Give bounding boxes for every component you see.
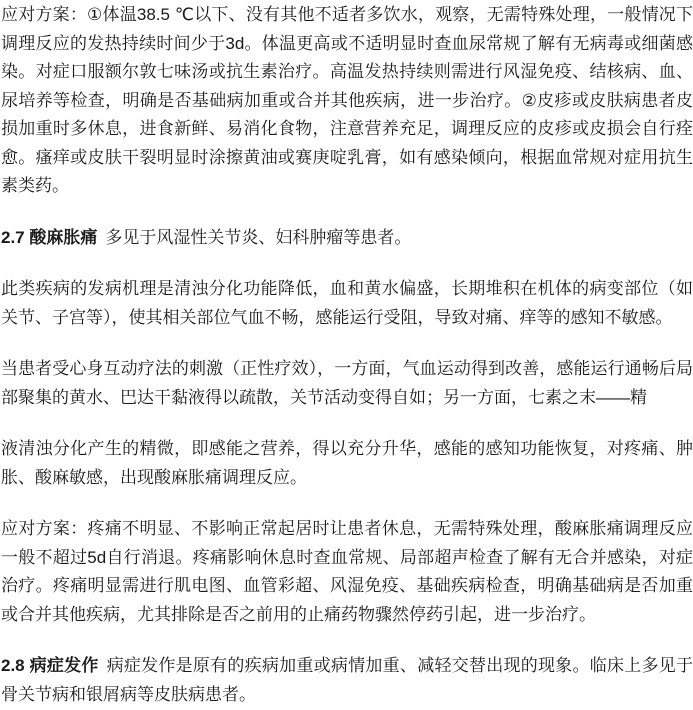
para-pathogenesis: 此类疾病的发病机理是清浊分化功能降低，血和黄水偏盛，长期堆积在机体的病变部位（如关节、子宫等），使其相关部位气血不畅，感能运行受阻，导致对痛、痒等的感知不敏感。 [1, 279, 693, 327]
section-heading-2-8: 2.8 病症发作 [1, 656, 99, 675]
section-2-7-text: 多见于风湿性关节炎、妇科肿瘤等患者。 [105, 227, 412, 247]
para-therapy-effect-part1: 当患者受心身互动疗法的刺激（正性疗效），一方面，气血运动得到改善，感能运行通畅后局部聚集的黄水、巴达干黏液得以疏散，关节活动变得自如；另一方面，七素之末——精 [1, 359, 693, 407]
section-heading-2-7: 2.7 酸麻胀痛 [1, 227, 98, 247]
section-2-8-text: 病症发作是原有的疾病加重或病情加重、减轻交替出现的现象。临床上多见于骨关节病和银屑病等皮肤病患者。 [1, 656, 693, 704]
para-section-2-8 [1, 652, 693, 709]
para-fever-countermeasures: 应对方案：①体温38.5 ℃以下、没有其他不适者多饮水，观察，无需特殊处理，一般情况下调理反应的发热持续时间少于3d。体温更高或不适明显时查血尿常规了解有无病毒或细菌感染。对症口服额尔敦七味汤或抗生素治疗。高温发热持续则需进行风湿免疫、结核病、血、尿培养等检查，明确是否基础病加重或合并其他疾病，进一步治疗。②皮疹或皮肤病患者皮损加重时多休息，进食新鲜、易消化食物，注意营养充足，调理反应的皮疹或皮损会自行痊愈。瘙痒或皮肤干裂明显时涂擦黄油或赛庚啶乳膏，如有感染倾向，根据血常规对症用抗生素类药。 [1, 5, 693, 195]
para-section-2-7 [1, 224, 693, 253]
para-therapy-effect-part2: 液清浊分化产生的精微，即感能之营养，得以充分升华，感能的感知功能恢复，对疼痛、肿胀、酸麻敏感，出现酸麻胀痛调理反应。 [1, 439, 693, 487]
para-pain-countermeasures: 应对方案：疼痛不明显、不影响正常起居时让患者休息，无需特殊处理，酸麻胀痛调理反应一般不超过5d自行消退。疼痛影响休息时查血常规、局部超声检查了解有无合并感染，对症治疗。疼痛明显需进行肌电图、血管彩超、风湿免疫、基础疾病检查，明确基础病是否加重或合并其他疾病，尤其排除是否之前用的止痛药物骤然停药引起，进一步治疗。 [1, 519, 693, 624]
